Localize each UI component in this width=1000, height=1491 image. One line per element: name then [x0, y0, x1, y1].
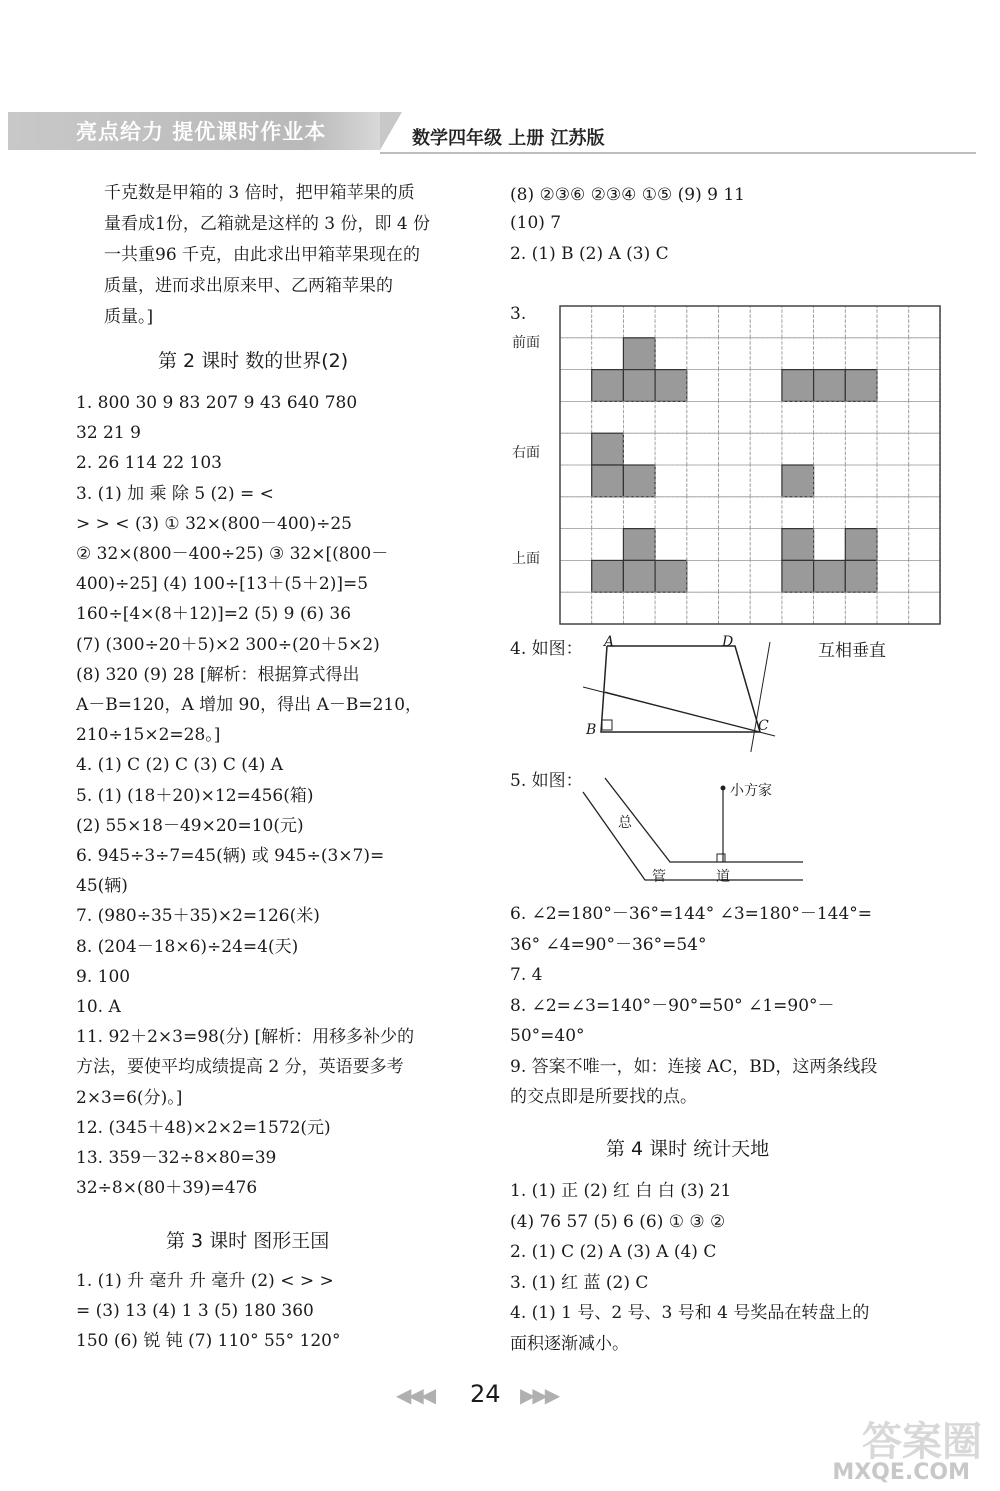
grid-cell	[782, 433, 814, 465]
answer-line: 36° ∠4=90°－36°=54°	[510, 934, 707, 955]
page-number: 24	[470, 1380, 501, 1408]
filled-cell	[623, 560, 655, 592]
grid-cell	[782, 306, 814, 338]
answer-line: 5. (1) (18＋20)×12=456(箱)	[76, 785, 314, 806]
grid-cell	[909, 370, 941, 402]
grid-cell	[909, 306, 941, 338]
grid-cell	[750, 401, 782, 433]
grid-cell	[845, 338, 877, 370]
intro-line: 一共重96 千克，由此求出甲箱苹果现在的	[104, 245, 421, 265]
grid-cell	[655, 433, 687, 465]
intro-line: 量看成1份，乙箱就是这样的 3 份，即 4 份	[104, 214, 431, 234]
grid-cell	[560, 560, 592, 592]
filled-cell	[623, 529, 655, 561]
grid-cell	[750, 529, 782, 561]
xiaofang-home-label: 小方家	[730, 783, 772, 799]
grid-cell	[909, 465, 941, 497]
answer-line: 45(辆)	[76, 876, 128, 897]
answer-line: 2. (1) C (2) A (3) A (4) C	[510, 1242, 717, 1262]
answer-line: ② 32×(800－400÷25) ③ 32×[(800－	[76, 544, 389, 564]
grid-cell	[877, 560, 909, 592]
grid-cell	[623, 592, 655, 624]
answer-line: 8. (204－18×6)÷24=4(天)	[76, 936, 299, 957]
grid-cell	[814, 497, 846, 529]
answer-line: 7. 4	[510, 965, 543, 985]
grid-cell	[814, 529, 846, 561]
grid-cell	[655, 497, 687, 529]
grid-cell	[592, 529, 624, 561]
answer-line: > > < (3) ① 32×(800－400)÷25	[76, 513, 352, 534]
grid-cell	[909, 401, 941, 433]
grid-cell	[814, 401, 846, 433]
answer-line: = (3) 13 (4) 1 3 (5) 180 360	[76, 1301, 314, 1321]
answer-line: 400)÷25] (4) 100÷[13＋(5＋2)]=5	[76, 574, 369, 595]
filled-cell	[655, 560, 687, 592]
answer-line: 6. 945÷3÷7=45(辆) 或 945÷(3×7)=	[76, 846, 385, 866]
filled-cell	[782, 560, 814, 592]
grid-cell	[687, 306, 719, 338]
grid-cell	[750, 370, 782, 402]
grid-cell	[687, 560, 719, 592]
point-d: D	[722, 634, 734, 650]
pipe-char-2: 管	[652, 869, 666, 885]
grid-cell	[750, 465, 782, 497]
grid-cell	[909, 497, 941, 529]
q4-label: 4. 如图：	[510, 639, 583, 659]
answer-line: 4. (1) 1 号、2 号、3 号和 4 号奖品在转盘上的	[510, 1303, 870, 1323]
grid-cell	[719, 401, 751, 433]
grid-cell	[814, 592, 846, 624]
answer-line: (8) ②③⑥ ②③④ ①⑤ (9) 9 11	[510, 185, 745, 205]
section-title: 第 2 课时 数的世界(2)	[158, 350, 349, 372]
answer-line: 50°=40°	[510, 1026, 585, 1046]
grid-cell	[687, 338, 719, 370]
grid-cell	[560, 465, 592, 497]
book-subtitle: 数学四年级 上册 江苏版	[412, 128, 605, 149]
answer-line: 32 21 9	[76, 423, 141, 444]
pipe-char-1: 总	[618, 815, 632, 831]
grid-cell	[687, 592, 719, 624]
grid-cell	[750, 338, 782, 370]
answer-line: 11. 92＋2×3=98(分) [解析：用移多补少的	[76, 1027, 415, 1048]
grid-cell	[655, 306, 687, 338]
views-grid-figure	[505, 300, 955, 630]
answer-line: 7. (980÷35＋35)×2=126(米)	[76, 906, 320, 927]
grid-cell	[750, 433, 782, 465]
header-rule	[380, 152, 976, 154]
grid-cell	[782, 592, 814, 624]
grid-cell	[877, 529, 909, 561]
grid-cell	[814, 433, 846, 465]
answer-line: 9. 答案不唯一，如：连接 AC，BD，这两条线段	[510, 1056, 878, 1077]
answer-line: 3. (1) 红 蓝 (2) C	[510, 1272, 649, 1293]
grid-cell	[655, 338, 687, 370]
grid-cell	[687, 433, 719, 465]
filled-cell	[845, 560, 877, 592]
grid-cell	[623, 306, 655, 338]
answer-line: 1. (1) 正 (2) 红 白 白 (3) 21	[510, 1181, 732, 1201]
answer-line: 13. 359－32÷8×80=39	[76, 1148, 277, 1168]
grid-cell	[877, 433, 909, 465]
filled-cell	[782, 370, 814, 402]
grid-cell	[719, 370, 751, 402]
answer-line: 2. (1) B (2) A (3) C	[510, 244, 669, 264]
grid-cell	[845, 401, 877, 433]
grid-cell	[845, 592, 877, 624]
grid-cell	[845, 497, 877, 529]
answer-line: 2. 26 114 22 103	[76, 453, 222, 474]
grid-cell	[655, 592, 687, 624]
grid-cell	[687, 401, 719, 433]
point-c: C	[758, 718, 769, 734]
grid-cell	[814, 338, 846, 370]
grid-cell	[719, 560, 751, 592]
grid-cell	[719, 433, 751, 465]
answer-line: (8) 320 (9) 28 [解析：根据算式得出	[76, 664, 360, 685]
grid-cell	[592, 401, 624, 433]
grid-label-front: 前面	[512, 335, 540, 351]
watermark-logo: 答案圈	[862, 1419, 982, 1465]
answer-line: 4. (1) C (2) C (3) C (4) A	[76, 755, 284, 776]
grid-label-right: 右面	[512, 445, 540, 461]
filled-cell	[623, 465, 655, 497]
grid-cell	[877, 465, 909, 497]
grid-cell	[877, 497, 909, 529]
grid-cell	[719, 465, 751, 497]
grid-cell	[655, 401, 687, 433]
answer-line: 150 (6) 锐 钝 (7) 110° 55° 120°	[76, 1331, 341, 1351]
q4-trapezoid-figure	[575, 632, 795, 752]
filled-cell	[592, 370, 624, 402]
answer-line: 3.	[510, 304, 527, 324]
filled-cell	[655, 370, 687, 402]
grid-cell	[719, 497, 751, 529]
grid-cell	[782, 338, 814, 370]
grid-cell	[782, 497, 814, 529]
answer-line: 6. ∠2=180°－36°=144° ∠3=180°－144°=	[510, 904, 873, 924]
grid-cell	[750, 560, 782, 592]
pipe-char-3: 道	[716, 869, 730, 885]
grid-cell	[655, 529, 687, 561]
grid-cell	[845, 306, 877, 338]
grid-cell	[782, 401, 814, 433]
grid-cell	[560, 497, 592, 529]
answer-line: 面积逐渐减小。	[510, 1333, 629, 1354]
answer-line: (7) (300÷20＋5)×2 300÷(20＋5×2)	[76, 634, 380, 655]
grid-cell	[909, 338, 941, 370]
watermark-url: MXQE.COM	[832, 1460, 970, 1485]
filled-cell	[814, 370, 846, 402]
grid-cell	[845, 433, 877, 465]
grid-cell	[814, 465, 846, 497]
answer-line: A－B=120，A 增加 90，得出 A－B=210，	[76, 695, 423, 715]
q4-note: 互相垂直	[818, 641, 886, 661]
answer-line: 10. A	[76, 997, 121, 1017]
grid-cell	[877, 592, 909, 624]
answer-line: 12. (345＋48)×2×2=1572(元)	[76, 1117, 331, 1138]
grid-cell	[909, 433, 941, 465]
filled-cell	[845, 370, 877, 402]
grid-cell	[909, 560, 941, 592]
grid-cell	[560, 529, 592, 561]
point-b: B	[586, 722, 597, 738]
grid-cell	[592, 306, 624, 338]
intro-line: 千克数是甲箱的 3 倍时，把甲箱苹果的质	[104, 183, 415, 203]
answer-line: 方法，要使平均成绩提高 2 分，英语要多考	[76, 1057, 404, 1078]
answer-line: (2) 55×18－49×20=10(元)	[76, 815, 304, 836]
grid-cell	[560, 370, 592, 402]
grid-cell	[560, 401, 592, 433]
grid-cell	[560, 433, 592, 465]
filled-cell	[592, 465, 624, 497]
answer-line: 1. 800 30 9 83 207 9 43 640 780	[76, 393, 358, 413]
grid-cell	[909, 529, 941, 561]
answer-line: 3. (1) 加 乘 除 5 (2) = <	[76, 483, 274, 504]
grid-cell	[909, 592, 941, 624]
filled-cell	[623, 370, 655, 402]
grid-cell	[687, 529, 719, 561]
filled-cell	[845, 529, 877, 561]
intro-line: 质量，进而求出原来甲、乙两箱苹果的	[104, 276, 393, 296]
answer-line: 1. (1) 升 毫升 升 毫升 (2) < > >	[76, 1271, 334, 1291]
book-title: 亮点给力 提优课时作业本	[76, 120, 327, 144]
point-a: A	[604, 634, 615, 650]
grid-cell	[592, 592, 624, 624]
answer-line: 210÷15×2=28。]	[76, 725, 221, 746]
answer-line: 的交点即是所要找的点。	[510, 1087, 697, 1107]
answer-line: (4) 76 57 (5) 6 (6) ① ③ ②	[510, 1211, 726, 1232]
grid-cell	[750, 592, 782, 624]
prev-arrows-icon: ◀◀◀	[396, 1383, 434, 1407]
grid-cell	[877, 338, 909, 370]
grid-cell	[623, 433, 655, 465]
filled-cell	[592, 560, 624, 592]
grid-cell	[687, 465, 719, 497]
answer-line: 2×3=6(分)。]	[76, 1087, 183, 1108]
grid-cell	[687, 497, 719, 529]
grid-cell	[877, 306, 909, 338]
grid-cell	[623, 497, 655, 529]
grid-cell	[750, 306, 782, 338]
next-arrows-icon: ▶▶▶	[520, 1383, 558, 1407]
grid-cell	[623, 401, 655, 433]
grid-cell	[877, 370, 909, 402]
grid-cell	[560, 306, 592, 338]
grid-cell	[719, 338, 751, 370]
grid-cell	[719, 592, 751, 624]
answer-line: 32÷8×(80＋39)=476	[76, 1178, 258, 1199]
grid-cell	[719, 529, 751, 561]
answer-line: 9. 100	[76, 966, 131, 987]
grid-label-top: 上面	[512, 551, 540, 567]
filled-cell	[782, 465, 814, 497]
filled-cell	[623, 338, 655, 370]
grid-cell	[592, 338, 624, 370]
grid-cell	[560, 592, 592, 624]
intro-line: 质量。]	[104, 307, 154, 327]
answer-line: 160÷[4×(8＋12)]=2 (5) 9 (6) 36	[76, 604, 352, 625]
filled-cell	[592, 433, 624, 465]
filled-cell	[782, 529, 814, 561]
grid-cell	[687, 370, 719, 402]
grid-cell	[655, 465, 687, 497]
grid-cell	[592, 497, 624, 529]
grid-cell	[560, 338, 592, 370]
section-title: 第 4 课时 统计天地	[606, 1138, 770, 1160]
filled-cell	[814, 560, 846, 592]
grid-cell	[750, 497, 782, 529]
answer-line: (10) 7	[510, 213, 562, 233]
section-title: 第 3 课时 图形王国	[166, 1230, 330, 1252]
answer-line: 8. ∠2=∠3=140°－90°=50° ∠1=90°－	[510, 995, 835, 1016]
grid-cell	[719, 306, 751, 338]
grid-cell	[845, 465, 877, 497]
grid-cell	[877, 401, 909, 433]
grid-cell	[814, 306, 846, 338]
q5-label: 5. 如图：	[510, 771, 583, 791]
